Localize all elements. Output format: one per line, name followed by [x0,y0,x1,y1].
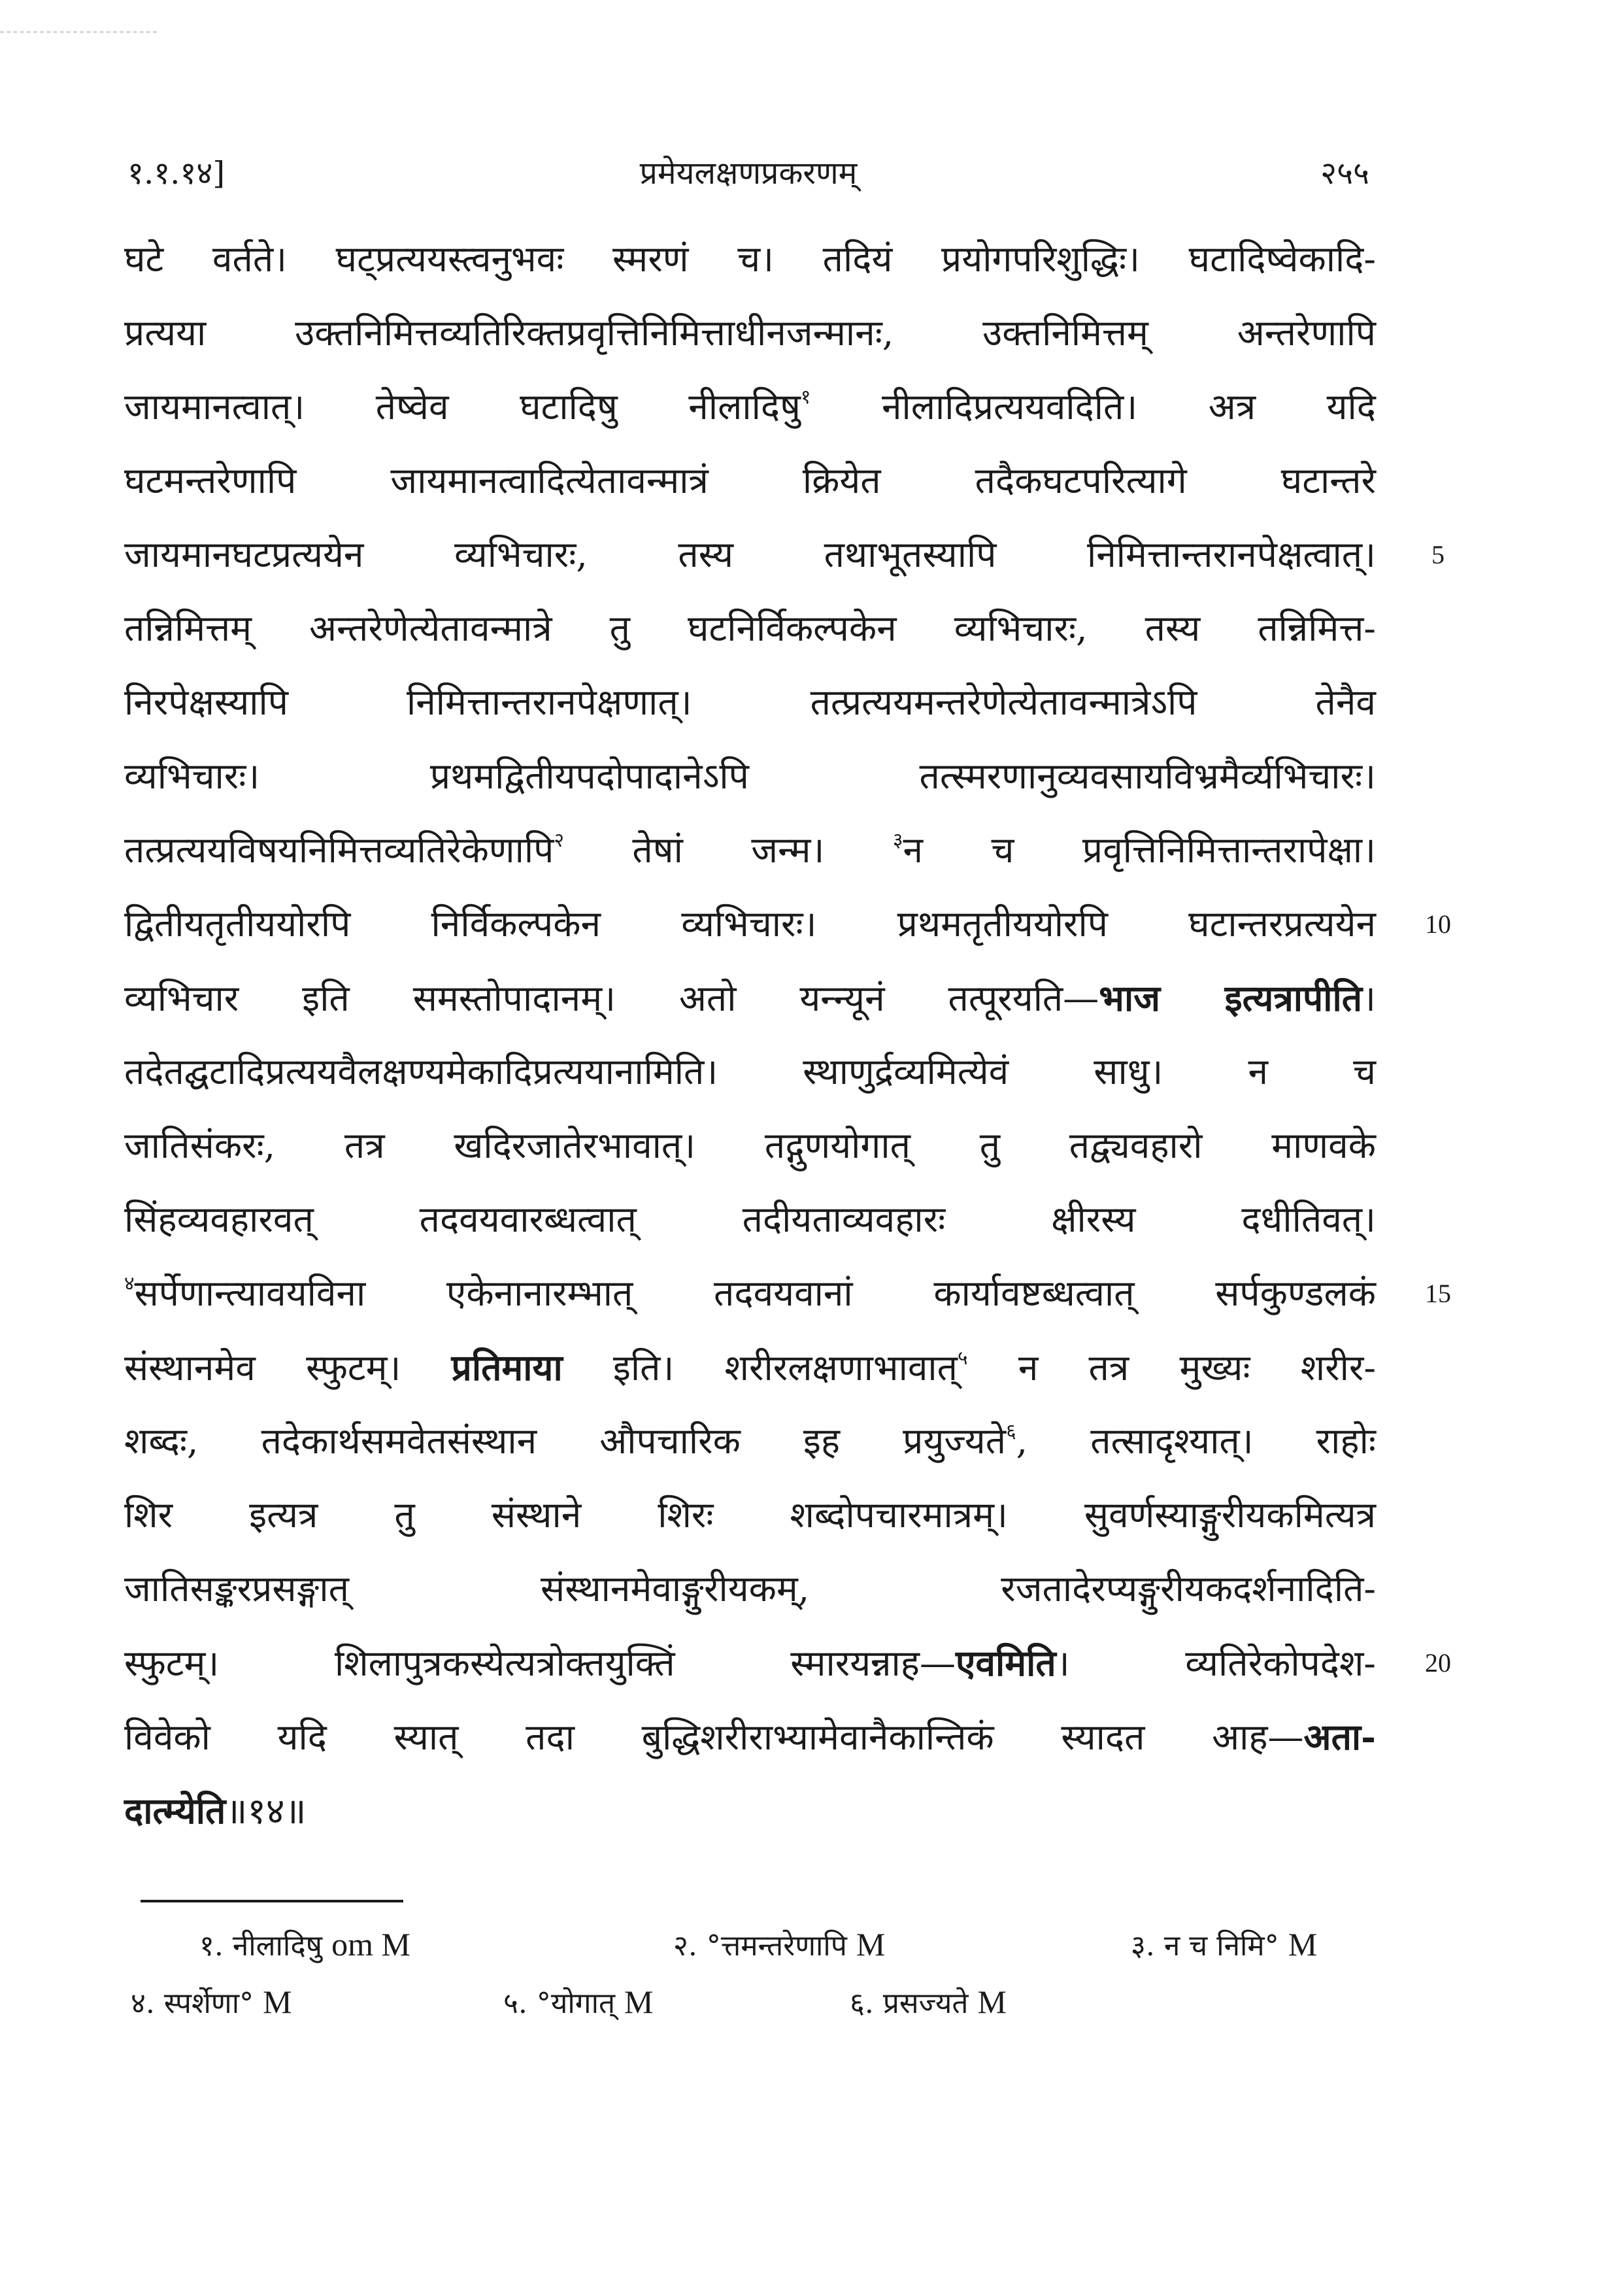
line-number: 15 [1425,1279,1451,1308]
text-segment: संस्थानमेव स्फुटम्। [124,1347,452,1389]
text-line [124,1183,1376,1257]
scan-edge-mark [0,31,157,33]
text-segment: इति। शरीरलक्षणाभावात् [562,1347,958,1389]
text-line [124,1552,1376,1626]
text-line [124,887,1451,961]
text-segment: तदेतद्घटादिप्रत्ययवैलक्षण्यमेकादिप्रत्ययानामिति। स्थाणुर्द्रव्यमित्येवं साधु। न च [124,1051,1376,1092]
text-segment: जातिसङ्करप्रसङ्गात् संस्थानमेवाङ्गुरीयकम्, रजतादेरप्यङ्गुरीयकदर्शनादिति- [124,1568,1376,1610]
text-segment: तन्निमित्तम् अन्तरेणेत्येतावन्मात्रे तु घटनिर्विकल्पकेन व्यभिचारः, तस्य तन्निमित्त- [124,607,1376,649]
text-segment: शब्दः, तदेकार्थसमवेतसंस्थान औपचारिक इह प्रयुज्यते [124,1420,1007,1462]
footnote-reference: २ [554,829,564,852]
text-line [124,1478,1376,1552]
page-number: २५५ [1320,155,1369,192]
footnote-reference: ५ [958,1347,968,1370]
footnote-text: °योगात् [536,1987,616,2020]
footnote-siglum: M [856,1926,886,1963]
footnote-reference: ३ [892,829,903,852]
text-line [124,666,1376,739]
footnote-6 [850,1973,1007,2033]
text-segment: व्यभिचार इति समस्तोपादानम्। अतो यन्न्यूनं तत्पूरयति— [124,977,1099,1019]
text-segment: निरपेक्षस्यापि निमित्तान्तरानपेक्षणात्। तत्प्रत्ययमन्तरेणेत्येतावन्मात्रेऽपि तेनैव [124,681,1376,723]
text-line [124,444,1376,518]
text-line [124,296,1376,370]
text-line [124,813,1376,887]
text-segment: द्वितीयतृतीययोरपि निर्विकल्पकेन व्यभिचारः। प्रथमतृतीययोरपि घटान्तरप्रत्ययेन [124,903,1376,945]
line-number: 5 [1431,540,1445,569]
text-line [124,1035,1376,1109]
line-number: 20 [1425,1648,1451,1678]
footnote-mark: २. [673,1929,697,1963]
text-line [124,1257,1451,1330]
text-segment: जायमानघटप्रत्ययेन व्यभिचारः, तस्य तथाभूतस्यापि निमित्तान्तरानपेक्षत्वात्। [124,533,1376,575]
section-reference: १.१.१४] [127,155,226,192]
footnote-siglum: M [624,1984,654,2020]
text-line [124,1109,1376,1183]
text-segment: तेषां जन्म। [563,829,893,871]
footnote-mark: १. [199,1929,224,1963]
footnote-2 [673,1916,885,1975]
text-segment: सर्पेणान्त्यावयविना एकेनानारम्भात् तदवयवानां कार्यावष्टब्धत्वात् सर्पकुण्डलकं [134,1272,1376,1314]
footnote-row [124,1973,1379,2031]
text-segment: विवेको यदि स्यात् तदा बुद्धिशरीराभ्यामेवानैकान्तिकं स्यादत आह— [124,1716,1304,1758]
footnote-reference: ४ [124,1272,135,1295]
text-segment: शिर इत्यत्र तु संस्थाने शिरः शब्दोपचारमात्रम्। सुवर्णस्याङ्गुरीयकमित्यत्र [124,1494,1376,1536]
text-line [124,1404,1376,1478]
footnote-siglum: om M [331,1926,410,1963]
text-segment: न तत्र मुख्यः शरीर- [967,1347,1376,1389]
text-line [124,1774,1376,1848]
lemma-bold: भाज इत्यत्रापीति [1099,977,1363,1019]
text-line [124,1626,1451,1700]
footnote-separator [141,1900,403,1902]
footnote-1 [199,1916,410,1975]
lemma-bold: प्रतिमाया [451,1346,563,1389]
lemma-bold: एवमिति [955,1642,1056,1684]
text-segment: व्यभिचारः। प्रथमद्वितीयपदोपादानेऽपि तत्स्मरणानुव्यवसायविभ्रमैर्व्यभिचारः। [124,755,1376,797]
footnote-mark: ३. [1131,1929,1155,1963]
footnotes [124,1916,1379,2031]
text-segment: जायमानत्वात्। तेष्वेव घटादिषु नीलादिषु [124,386,801,428]
text-segment: स्फुटम्। शिलापुत्रकस्येत्यत्रोक्तयुक्तिं स्मारयन्नाह— [124,1642,956,1684]
footnote-reference: १ [800,386,811,409]
text-line [124,739,1376,813]
footnote-3 [1131,1916,1317,1975]
footnote-text: स्पर्शेणा° [163,1987,254,2020]
text-segment: घटे वर्तते। घट्प्रत्ययस्त्वनुभवः स्मरणं च। तदियं प्रयोगपरिशुद्धिः। घटादिष्वेकादि- [124,238,1376,280]
footnote-text: प्रसज्यते [882,1987,969,2020]
lemma-bold: दात्म्येति [124,1789,226,1832]
text-line [124,1330,1376,1404]
footnote-mark: ५. [503,1987,527,2020]
footnote-text: नीलादिषु [232,1929,323,1963]
text-segment: प्रत्यया उक्तनिमित्तव्यतिरिक्तप्रवृत्तिनिमित्ताधीनजन्मानः, उक्तनिमित्तम् अन्तरेणापि [124,312,1376,354]
text-line [124,592,1376,666]
commentary-body [124,222,1451,1848]
footnote-siglum: M [977,1984,1007,2020]
text-segment: सिंहव्यवहारवत् तदवयवारब्धत्वात् तदीयताव्यवहारः क्षीरस्य दधीतिवत्। [124,1198,1376,1240]
text-segment: नीलादिप्रत्ययवदिति। अत्र यदि [811,386,1376,428]
text-segment: । [1362,977,1376,1019]
text-segment: तत्प्रत्ययविषयनिमित्तव्यतिरेकेणापि [124,829,554,871]
footnote-siglum: M [1288,1926,1318,1963]
page-header [127,147,1369,199]
line-number: 10 [1425,909,1451,939]
text-segment: ॥१४॥ [226,1790,307,1832]
footnote-text: न च निमि° [1163,1929,1279,1963]
text-segment: , तत्सादृश्यात्। राहोः [1016,1420,1376,1462]
running-title: प्रमेयलक्षणप्रकरणम् [639,155,858,192]
footnote-5 [503,1973,654,2033]
footnote-4 [131,1973,292,2033]
footnote-row [124,1916,1379,1973]
lemma-bold: अता- [1303,1715,1376,1758]
footnote-mark: ६. [850,1987,874,2020]
footnote-reference: ६ [1006,1420,1016,1443]
text-line [124,370,1376,444]
footnote-siglum: M [263,1984,292,2020]
text-segment: । व्यतिरेकोपदेश- [1056,1642,1376,1684]
text-segment: न च प्रवृत्तिनिमित्तान्तरापेक्षा। [903,829,1376,871]
footnote-mark: ४. [131,1987,155,2020]
footnote-text: °त्तमन्तरेणापि [706,1929,847,1963]
text-segment: घटमन्तरेणापि जायमानत्वादित्येतावन्मात्रं क्रियेत तदैकघटपरित्यागे घटान्तरे [124,460,1376,501]
text-line [124,1700,1376,1774]
text-line [124,961,1376,1035]
text-line [124,518,1445,592]
text-line [124,222,1376,296]
text-segment: जातिसंकरः, तत्र खदिरजातेरभावात्। तद्गुणयोगात् तु तद्व्यवहारो माणवके [124,1124,1376,1166]
